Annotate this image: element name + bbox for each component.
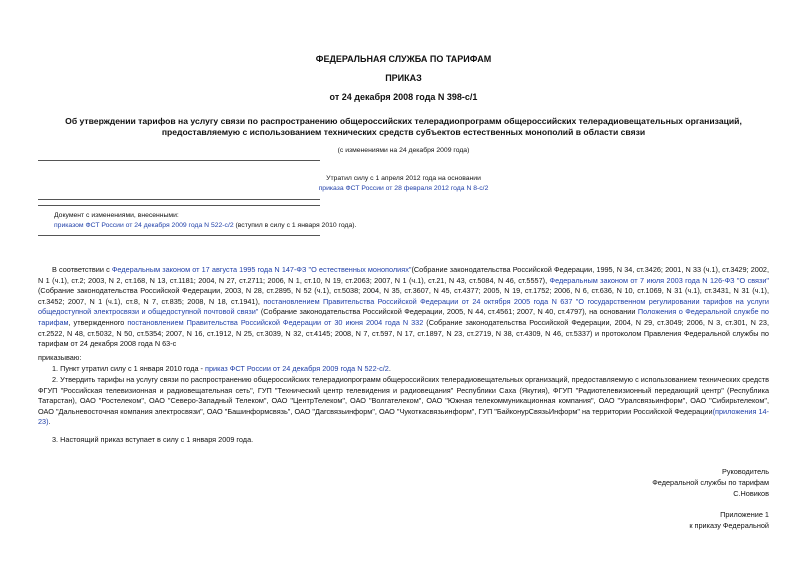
divider — [38, 160, 320, 161]
agency-name: ФЕДЕРАЛЬНАЯ СЛУЖБА ПО ТАРИФАМ — [315, 54, 492, 64]
law-147-fz-link[interactable]: Федеральным законом от 17 августа 1995 года N 147-ФЗ "О естественных монополиях" — [111, 265, 412, 274]
order-item-text: . — [388, 364, 391, 373]
order-item-3: 3. Настоящий приказ вступает в силу с 1 января 2009 года. — [52, 435, 254, 444]
appendix-reference: к приказу Федеральной — [689, 521, 769, 530]
changes-line — [54, 222, 356, 229]
item1-order-link[interactable]: приказ ФСТ России от 24 декабря 2009 года N 522-с/2 — [205, 364, 389, 373]
doc-date: от 24 декабря 2008 года N 398-с/1 — [329, 92, 478, 102]
status-link-wrap — [0, 185, 807, 192]
preamble-text: (Собрание законодательства Российской Федерации, 2005, N 44, ст.4561; 2007, N 40, ст.4797), на основании — [260, 307, 636, 317]
government-decree-332-link[interactable]: постановлением Правительства Российской Федерации от 30 июня 2004 года N 332 — [127, 317, 424, 327]
signer-name: С.Новиков — [733, 489, 769, 498]
order-intro: приказываю: — [38, 353, 82, 362]
order-item-text: 2. Утвердить тарифы на услугу связи по распространению общероссийских телерадиопрограмм общероссийских телерадиовещательных организаций, предоставляемую с использованием технических средств ФГУП "Российская телевизионная и радиовещательная сеть", ГУП "Технический центр телевидения и радиовещания" Республики Саха (Якутия), ФГУП "Радиотелевизионный передающий центр" (Республика Татарстан), ОАО "Ростелеком", ОАО "Северо-Западный Телеком", ОАО "ЦентрТелеком", ОАО "Волгателеком", ОАО "Южная телекоммуникационная компания", ОАО "Уралсвязьинформ", ОАО "Сибирьтелеком", ОАО "Дальневосточная компания электросвязи", ОАО "Башинформсвязь", ОАО "Дагсвязьинформ", ОАО "Чукоткасвязьинформ", ГУП "БайконурСвязьИнформ" на территории Российской Федерации — [38, 375, 769, 416]
divider — [38, 199, 320, 200]
fst-regulation-link[interactable]: Положения о Федеральной службе по тарифам — [38, 307, 769, 327]
doc-title-line-1: Об утверждении тарифов на услугу связи по распространению общероссийских телерадиопрограмм общероссийских телерадиовещательных организаций, — [65, 116, 742, 126]
preamble-text: В соответствии с — [52, 265, 112, 274]
changes-label: Документ с изменениями, внесенными: — [54, 212, 179, 219]
order-item-text: . — [48, 417, 51, 427]
changes-suffix: (вступил в силу с 1 января 2010 года). — [233, 222, 357, 229]
signer-organization: Федеральной службы по тарифам — [652, 478, 769, 487]
preamble-text: , утвержденного — [68, 317, 125, 327]
order-item-text: 1. Пункт утратил силу с 1 января 2010 года - — [52, 364, 205, 373]
preamble-paragraph — [38, 265, 769, 350]
preamble-text: (Собрание законодательства Российской Федерации, 2004, N 29, ст.3049; 2006, N 3, ст.301, N 23, ст.2522, N 48, ст.5032, N 50, ст.5354; 2007, N 16, ст.1912, N 25, ст.3039, N 32, ст.4145; 2008, N 7, ст.597, N 17, ст.1897, N 23, ст.2719, N 38, ст.4309, N 46, ст.5337) и протоколом Правления Федеральной службы по тарифам от 24 декабря 2008 года N 63-с — [38, 317, 769, 349]
signer-title: Руководитель — [721, 467, 769, 476]
appendices-link[interactable]: (приложения 14-23) — [38, 406, 769, 427]
preamble-text: (Собрание законодательства Российской Федерации, 2003, N 28, ст.2895, N 52 (ч.1), ст.5038; 2004, N 35, ст.3607, N 45, ст.4377; 2005, N 19, ст.1752; 2006, N 6, ст.636, N 10, ст.1069, N 31 (ч.1), ст.3431, N 31 (ч.1), ст.3452; 2007, N 1 (ч.1), ст.8, N 7, ст.835; 2008, N 18, ст.1941), — [38, 286, 769, 306]
divider — [38, 235, 320, 236]
amendments-note: (с изменениями на 24 декабря 2009 года) — [337, 147, 470, 154]
order-item-1 — [52, 364, 391, 373]
status-line: Утратил силу с 1 апреля 2012 года на основании — [326, 175, 481, 182]
appendix-title: Приложение 1 — [720, 510, 769, 519]
doc-type: ПРИКАЗ — [385, 73, 422, 83]
law-126-fz-link[interactable]: Федеральным законом от 7 июля 2003 года N 126-ФЗ "О связи" — [549, 275, 770, 285]
amending-order-link[interactable]: приказом ФСТ России от 24 декабря 2009 года N 522-с/2 — [54, 222, 234, 229]
repeal-order-link[interactable]: приказа ФСТ России от 28 февраля 2012 года N 8-с/2 — [318, 185, 489, 192]
doc-title-line-2: предоставляемую с использованием технических средств субъектов естественных монополий в области связи — [161, 127, 646, 137]
government-decree-637-link[interactable]: постановлением Правительства Российской Федерации от 24 октября 2005 года N 637 "О государственном регулировании тарифов на услуги общедоступной электросвязи и общедоступной почтовой связи" — [38, 296, 769, 317]
divider — [38, 205, 320, 206]
order-item-2 — [38, 375, 769, 428]
preamble-text: (Собрание законодательства Российской Федерации, 1995, N 34, ст.3426; 2001, N 33 (ч.1), ст.3429; 2002, N 1 (ч.1), ст.2; 2003, N 2, ст.168, N 13, ст.1181; 2004, N 27, ст.2711; 2006, N 1, ст.10, N 19, ст.2063; 2007, N 1 (ч.1), ст.21, N 43, ст.5084, N 46, ст.5557), — [38, 265, 769, 285]
